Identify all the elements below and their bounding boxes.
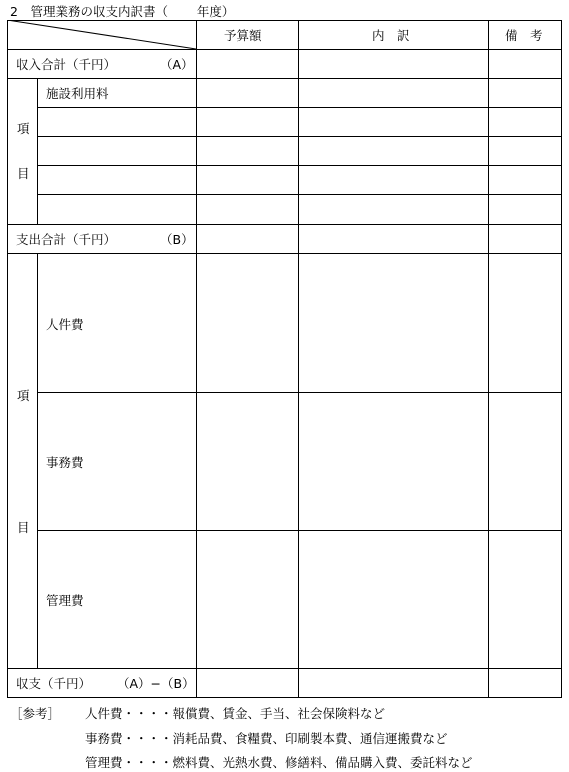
balance-formula: （A）−（B）: [117, 676, 195, 691]
reference-tag: ［参考］: [10, 706, 61, 721]
expense-item-office: 事務費: [46, 455, 84, 470]
income-total-mark: （A）: [160, 57, 194, 72]
expense-item-management: 管理費: [46, 593, 84, 608]
expense-item-label-bottom: 目: [17, 520, 30, 535]
column-header-remarks: 備 考: [505, 28, 543, 43]
page-title: 2 管理業務の収支内訳書（ 年度）: [10, 4, 235, 19]
income-item: 施設利用料: [46, 86, 109, 101]
income-total-label: 収入合計（千円）: [16, 57, 117, 72]
reference-line: 管理費・・・・燃料費、光熱水費、修繕料、備品購入費、委託料など: [85, 755, 473, 770]
column-header-detail: 内 訳: [372, 28, 410, 43]
expense-item-label-top: 項: [17, 388, 30, 403]
expense-total-label: 支出合計（千円）: [16, 232, 117, 247]
expense-total-mark: （B）: [160, 232, 194, 247]
header-diagonal: [7, 20, 197, 50]
expense-item-personnel: 人件費: [46, 317, 84, 332]
income-item-label-top: 項: [17, 121, 30, 136]
reference-line: 事務費・・・・消耗品費、食糧費、印刷製本費、通信運搬費など: [85, 731, 448, 746]
income-item-label-bottom: 目: [17, 166, 30, 181]
reference-line: 人件費・・・・報償費、賃金、手当、社会保険料など: [85, 706, 386, 721]
column-header-budget: 予算額: [224, 28, 262, 43]
balance-label: 収支（千円）: [16, 676, 92, 691]
